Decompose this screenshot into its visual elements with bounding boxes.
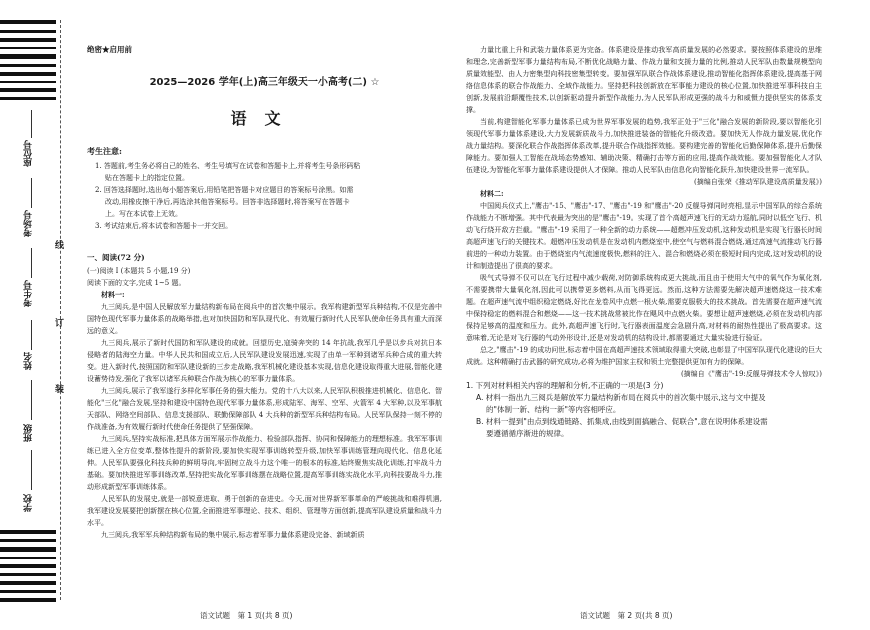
source-citation: (摘编自《"鹰击"-19:反舰导弹技术令人惊叹》) [680,370,822,378]
page-footer-left: 语文试题 第 1 页(共 8 页) [200,611,293,620]
paragraph: 力量比重上升和武装力量体系更为完备。体系建设是推动我军高质量发展的必然要求。要按照体系建设的思维和理念,完善新型军事力量结构布局,不断优化战略力量、作战力量和支援力量的比例,推动人民军队由数量规模型向质量效能型、由人力密集型向科技密集型转变。要加强军队联合作战体系建设,推动智能化指挥体系建设,提高基于网络信息体系的联合作战能力、全域作战能力。坚持把科技创新放在军事能力建设的核心位置,加快推进军事科技自主创新,发展前沿颠覆性技术,以创新驱动提升新型作战能力,为人民军队形成更强的战斗力和威慑力提供坚实的体系支撑。 [466,46,822,114]
field-line [31,380,32,420]
cut-line [60,20,62,600]
instruction-text: 阅读下面的文字,完成 1~5 题。 [87,279,186,287]
notice-item: 改动,用橡皮擦干净后,再选涂其他答案标号。回答非选择题时,将答案写在答题卡 [105,198,350,206]
paragraph: 吸气式导弹不仅可以在飞行过程中减少载荷,对防御系统构成更大挑战,而且由于使用大气中的氧气作为氧化剂,不需要携带大量氧化剂,因此可以携带更多燃料,从而飞得更远。然而,这种方法需要先解决超声速燃烧这一技术难题。在超声速气流中组织稳定燃烧,好比在龙卷风中点燃一根火柴,需要克服极大的技术挑战。首先需要在超声速气流中保持稳定的燃料混合和燃烧——这一技术挑战常被比作在飓风中点燃火柴。要想让超声速燃烧,必须在发动机内部保持足够高的温度和压力。此外,高超声速飞行时,飞行器表面温度会急剧升高,对材料的耐热性提出了极高要求。这意味着,无论是对飞行器的气动外形设计,还是对发动机的结构设计,都需要通过大量实验进行验证。 [466,274,822,342]
binding-mark-line: 线 [55,241,65,251]
binding-bar [0,97,56,100]
option-a: A. 材料一指出九三阅兵是解放军力量结构新布局在阅兵中的首次集中展示,这与文中提及 [476,393,766,402]
reading-passage-right [466,44,822,440]
field-line [31,320,32,350]
exam-title: 2025—2026 学年(上)高三年级天一小高考(二) ☆ [149,77,380,88]
subject-title: 语文 [230,109,299,128]
notice-item: 1. 答题前,考生务必将自己的姓名、考生号填写在试卷和答题卡上,并将考生号条形码粘 [95,162,361,170]
material1-label: 材料一: [101,290,125,299]
binding-bar [0,54,56,59]
paragraph: 九三阅兵,我军军兵种结构新布局的集中展示,标志着军事力量体系建设完备、新域新质 [101,531,365,539]
exam-room-label: 考场号 [24,210,34,237]
paragraph: 九三阅兵,展示了新时代国防和军队建设的成就。回望历史,寇骑奔突的 14 年抗战,我军几乎是以步兵对抗日本侵略者的陆海空力量。中华人民共和国成立后,人民军队建设发展迅速,实现了由单一军种到诸军兵种合成的重大转变。进入新时代,按照国防和军队建设新的三步走战略,我军机械化建设基本实现,信息化建设取得重大进展,智能化建设蓄势待发,强化了我军以诸军兵种联合作战为核心的军事力量体系。 [87,339,442,383]
page-footer-right: 语文试题 第 2 页(共 8 页) [580,611,673,620]
field-line [31,178,32,208]
paragraph: 九三阅兵,展示了我军遂行多样化军事任务的强大能力。党的十八大以来,人民军队积极推进机械化、信息化、智能化"三化"融合发展,坚持和建设中国特色现代军事力量体系,形成陆军、海军、空军、火箭军 4 大军种,以及军事航天部队、网络空间部队、信息支援部队、联勤保障部队 4 大兵种的新型军兵种结构布局。人民军队保持一刻不停的作战准备,为有效履行新时代使命任务提供了坚强保障。 [87,387,442,431]
seat-number-label: 座位号 [24,140,34,167]
binding-strip [0,0,72,630]
paragraph: 中国阅兵仪式上,"鹰击"-15、"鹰击"-17、"鹰击"-19 和"鹰击"-20 反舰导弹同时亮相,显示中国军队的综合系统作战能力不断增强。其中代表最为突出的是"鹰击"-19。实现了首个高超声速飞行的无动力巡航,同时以低空飞行、机动飞行绕开敌方拦截。"鹰击"-19 采用了一种全新的动力系统——超燃冲压发动机,这种发动机是实现飞行器长时间高超声速飞行的关键技术。超燃冲压发动机是在发动机内燃烧室中,使空气与燃料混合燃烧,通过高速气流推动飞行器前进的一种动力装置。由于燃烧室内气流速度极快,燃料的注入、混合和燃烧必须在极短时间内完成,这对发动机的设计和制造提出了很高的要求。 [466,202,822,270]
binding-bar [0,81,56,83]
student-number-label: 考生号 [24,280,34,307]
subsection-heading: (一)阅读 I (本题共 5 小题,19 分) [87,267,191,275]
paragraph: 九三阅兵,是中国人民解放军力量结构新布局在阅兵中的首次集中展示。我军构建新型军兵种结构,不仅是完善中国特色现代军事力量体系的战略举措,也对加快国防和军队现代化、有效履行新时代人民军队使命任务具有重大而深远的意义。 [87,303,442,335]
binding-mark-order: 订 [55,319,65,329]
field-line [31,248,32,278]
source-citation: (摘编自张荣《推动军队建设高质量发展》) [694,178,822,186]
name-label: 姓名 [24,352,34,370]
section-heading: 一、阅读(72 分) [87,253,145,262]
question-stem: 1. 下列对材料相关内容的理解和分析,不正确的一项是(3 分) [466,381,664,390]
paragraph: 九三阅兵,坚持实战标准,把具体方面军展示作战能力、检验部队指挥、协同和保障能力的理想标准。我军军事训练已进入全方位变革,整体性提升的新阶段,要加快实现军事训练转型升级,加快军事训练管理向现代化、信息化延伸。人民军队要强化科技兵种的鲜明导向,牢固树立战斗力这个唯一的根本的标准,始终聚焦实战化训练,打牢战斗力基础。要加快推进军事训练改革,坚持把实战化军事训练摆在战略位置,提高军事训练实战化水平,向科技要战斗力,推动形成新型军事训练体系。 [87,435,442,491]
paragraph: 人民军队的发展史,就是一部锐意进取、勇于创新的奋进史。今天,面对世界新军事革命的严峻挑战和难得机遇,我军建设发展要把创新摆在核心位置,全面推进军事理论、技术、组织、管理等方面创新,提高军队建设质量和战斗力水平。 [87,495,442,527]
paragraph: 总之,"鹰击"-19 的成功问世,标志着中国在高超声速技术领域取得重大突破,也彰显了中国军队现代化建设的巨大成就。这种精确打击武器的研究成功,必将为维护国家主权和领土完整提供更加有力的保障。 [466,346,822,366]
binding-bar [0,72,56,76]
field-line [31,450,32,490]
binding-bar [0,530,56,534]
paragraph: 当前,构建智能化军事力量体系已成为世界军事发展的趋势,我军正处于"三化"融合发展的新阶段,要以智能化引领现代军事力量体系建设,大力发展新质战斗力,加快推进装备的智能化升级改造。要加快无人作战力量发展,优化作战力量结构。要深化联合作战指挥体系改革,提升联合作战指挥效能。要构建完善的智能化后勤保障体系,提升后勤保障能力。要加强人工智能在战场态势感知、辅助决策、精确打击等方面的应用,提高作战效能。要加强智能化人才队伍建设,为智能化军事力量体系建设提供人才保障。推动人民军队由信息化向智能化跃升,加快建设世界一流军队。 [466,118,822,174]
notice-list [95,160,440,232]
binding-bar [0,88,56,92]
school-label: 学校 [24,494,34,512]
binding-bar [0,564,56,568]
reading-passage-left [87,265,442,541]
binding-bar [0,47,56,49]
notice-item: 2. 回答选择题时,选出每小题答案后,用铅笔把答题卡对应题目的答案标号涂黑。如需 [95,186,354,194]
binding-mark-bind: 装 [55,385,65,395]
option-a-continued: 的"体制一新、结构一新"等内容相呼应。 [486,405,621,414]
notice-item: 贴在答题卡上的指定位置。 [105,174,189,182]
notice-item: 上。写在本试卷上无效。 [105,210,182,218]
binding-bar [0,30,56,33]
binding-bar [0,64,56,67]
binding-bar [0,20,56,24]
binding-bar [0,573,56,576]
binding-bar [0,547,56,552]
secret-label: 绝密★启用前 [87,45,132,54]
binding-bar [0,539,56,542]
option-b: B. 材料一提到"由点到线通链路、抓集成,由线到面搞融合、促联合",意在说明体系建设需 [476,417,768,426]
binding-bar [0,581,56,585]
binding-bar [0,38,56,42]
binding-bar [0,598,56,602]
class-label: 班级 [24,424,34,442]
binding-bar [0,557,56,559]
notice-item: 3. 考试结束后,将本试卷和答题卡一并交回。 [95,222,233,230]
option-b-continued: 要遵循循序渐进的规律。 [486,429,569,438]
binding-bar [0,590,56,593]
notice-heading: 考生注意: [87,146,122,156]
field-line [31,110,32,138]
material2-label: 材料二: [480,189,504,198]
